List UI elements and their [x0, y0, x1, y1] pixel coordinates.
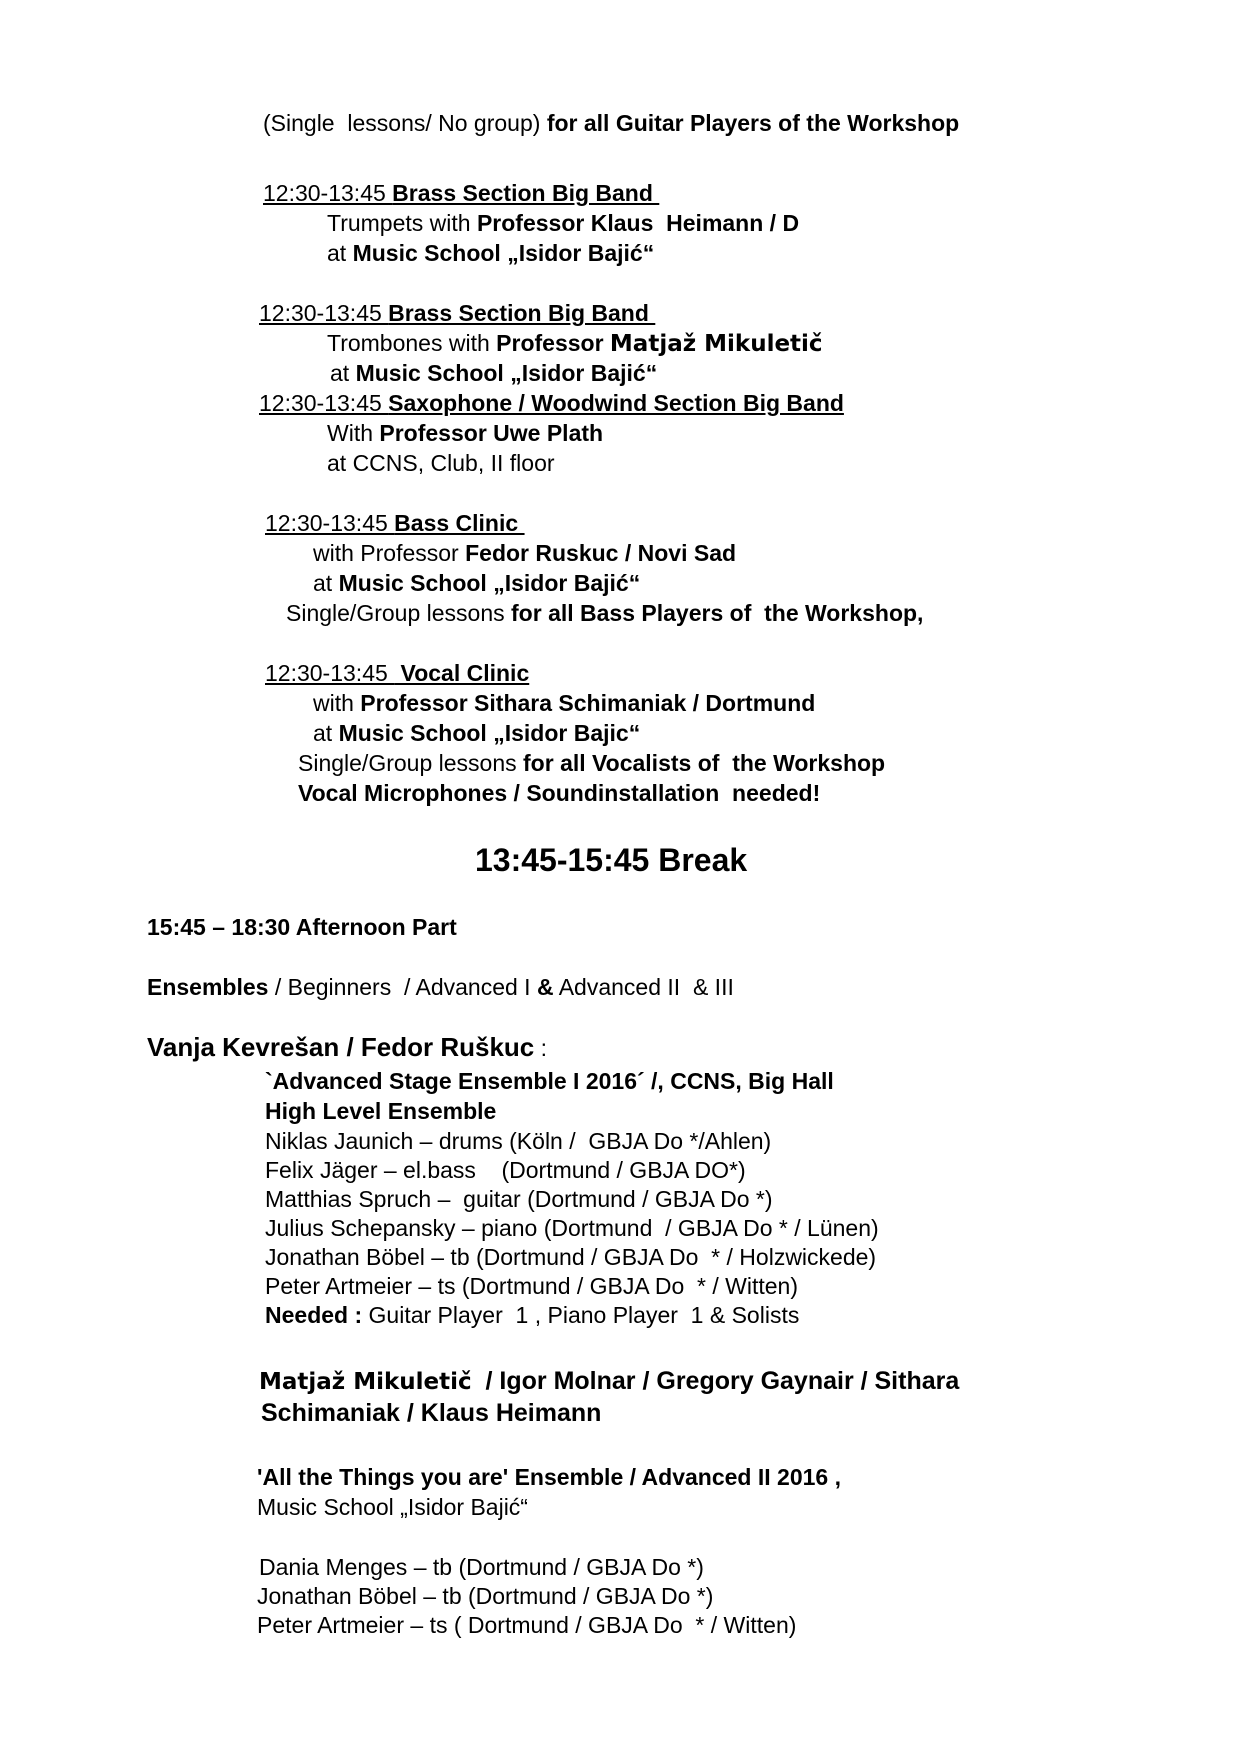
session-title: Saxophone / Woodwind Section Big Band — [388, 390, 844, 416]
teacher-name: Professor Sithara Schimaniak / Dortmund — [360, 690, 816, 716]
ensemble2-place: Music School „Isidor Bajić“ — [257, 1494, 528, 1520]
sax-heading — [259, 388, 844, 418]
ensembles-label: Ensembles — [147, 974, 269, 1000]
session-time: 12:30-13:45 — [265, 510, 395, 536]
bass-teacher — [313, 538, 736, 568]
location-prefix: at — [327, 240, 353, 266]
guitar-lessons-note — [263, 108, 959, 138]
teacher-prefix: Trombones with — [327, 330, 497, 356]
bass-heading — [265, 508, 525, 538]
session-time: 12:30-13:45 — [259, 390, 389, 416]
teacher-name: Matjaž Mikuletič — [609, 331, 823, 357]
ensembles-levels-text-2: Advanced II & III — [553, 974, 734, 1000]
ensemble1-member: Niklas Jaunich – drums (Köln / GBJA Do */Ahlen) — [265, 1128, 772, 1154]
ensemble1-needed — [265, 1300, 799, 1330]
session-title: Brass Section Big Band — [388, 300, 656, 326]
session-time: 12:30-13:45 — [259, 300, 389, 326]
teacher-name: Professor Klaus Heimann / D — [476, 210, 800, 236]
teacher-prefix: with — [313, 690, 361, 716]
ensembles-ampersand: & — [536, 974, 554, 1000]
location-prefix: at — [330, 360, 356, 386]
brass-trumpets-location — [327, 238, 654, 268]
lessons-audience: for all Bass Players of the Workshop, — [511, 600, 924, 626]
location-name: Music School „Isidor Bajić“ — [352, 240, 655, 266]
teacher-prefix: With — [327, 420, 380, 446]
bass-location — [313, 568, 640, 598]
session-time: 12:30-13:45 — [263, 180, 393, 206]
ensemble2-leaders — [259, 1366, 959, 1397]
session-title: Vocal Clinic — [394, 660, 530, 686]
ensemble1-member: Matthias Spruch – guitar (Dortmund / GBJA Do *) — [265, 1186, 773, 1212]
session-title: Brass Section Big Band — [392, 180, 660, 206]
ensemble2-leaders-cont: Schimaniak / Klaus Heimann — [261, 1399, 602, 1427]
brass-trumpets-teacher — [327, 208, 799, 238]
ensemble1-member: Jonathan Böbel – tb (Dortmund / GBJA Do * / Holzwickede) — [265, 1244, 877, 1270]
guitar-lessons-audience: for all Guitar Players of the Workshop — [546, 110, 960, 136]
needed-label: Needed : — [265, 1302, 369, 1328]
vocal-teacher — [313, 688, 815, 718]
vocal-heading — [265, 658, 529, 688]
teacher-prefix: with Professor — [313, 540, 466, 566]
guitar-lessons-text: (Single lessons/ No group) — [263, 110, 547, 136]
location-name: Music School „Isidor Bajić“ — [355, 360, 658, 386]
teacher-name: Fedor Ruskuc / Novi Sad — [465, 540, 737, 566]
brass-trombones-teacher — [327, 328, 823, 359]
location-prefix: at — [313, 720, 339, 746]
ensemble1-member: Felix Jäger – el.bass (Dortmund / GBJA DO*) — [265, 1157, 746, 1183]
ensemble1-member: Peter Artmeier – ts (Dortmund / GBJA Do * / Witten) — [265, 1273, 798, 1299]
ensemble2-member: Jonathan Böbel – tb (Dortmund / GBJA Do *) — [257, 1583, 714, 1609]
brass-trumpets-heading — [263, 178, 659, 208]
teacher-prefix: Trumpets with — [327, 210, 477, 236]
vocal-lessons — [298, 748, 885, 778]
ensembles-levels — [147, 972, 734, 1002]
leaders-colon: : — [534, 1035, 548, 1061]
ensemble2-member: Dania Menges – tb (Dortmund / GBJA Do *) — [259, 1554, 704, 1580]
ensemble1-level: High Level Ensemble — [265, 1098, 497, 1124]
location-prefix: at — [313, 570, 339, 596]
needed-text: Guitar Player 1 , Piano Player 1 & Solists — [368, 1302, 800, 1328]
afternoon-heading: 15:45 – 18:30 Afternoon Part — [147, 914, 457, 940]
lessons-type: Single/Group lessons — [286, 600, 512, 626]
sax-location: at CCNS, Club, II floor — [327, 450, 555, 476]
leaders-names-rest: / Igor Molnar / Gregory Gaynair / Sithara — [471, 1367, 960, 1395]
leaders-name-first: Matjaž Mikuletič — [259, 1369, 472, 1395]
session-time: 12:30-13:45 — [265, 660, 395, 686]
ensemble2-name: 'All the Things you are' Ensemble / Advanced II 2016 , — [257, 1464, 841, 1490]
ensemble1-name: `Advanced Stage Ensemble I 2016´ /, CCNS, Big Hall — [265, 1068, 834, 1094]
ensemble1-member: Julius Schepansky – piano (Dortmund / GBJA Do * / Lünen) — [265, 1215, 879, 1241]
break-title: 13:45-15:45 Break — [475, 842, 748, 878]
location-name: Music School „Isidor Bajic“ — [338, 720, 641, 746]
vocal-requirements: Vocal Microphones / Soundinstallation needed! — [298, 780, 821, 806]
ensemble2-member: Peter Artmeier – ts ( Dortmund / GBJA Do * / Witten) — [257, 1612, 797, 1638]
ensembles-levels-text: / Beginners / Advanced I — [268, 974, 537, 1000]
session-title: Bass Clinic — [394, 510, 525, 536]
vocal-location — [313, 718, 640, 748]
brass-trombones-heading — [259, 298, 655, 328]
brass-trombones-location — [330, 358, 657, 388]
leaders-names: Vanja Kevrešan / Fedor Ruškuc — [147, 1032, 535, 1062]
ensemble1-leaders — [147, 1032, 547, 1063]
bass-lessons — [286, 598, 923, 628]
lessons-audience: for all Vocalists of the Workshop — [523, 750, 886, 776]
teacher-title: Professor — [496, 330, 610, 356]
location-name: Music School „Isidor Bajić“ — [338, 570, 641, 596]
teacher-name: Professor Uwe Plath — [379, 420, 604, 446]
lessons-type: Single/Group lessons — [298, 750, 524, 776]
sax-teacher — [327, 418, 603, 448]
